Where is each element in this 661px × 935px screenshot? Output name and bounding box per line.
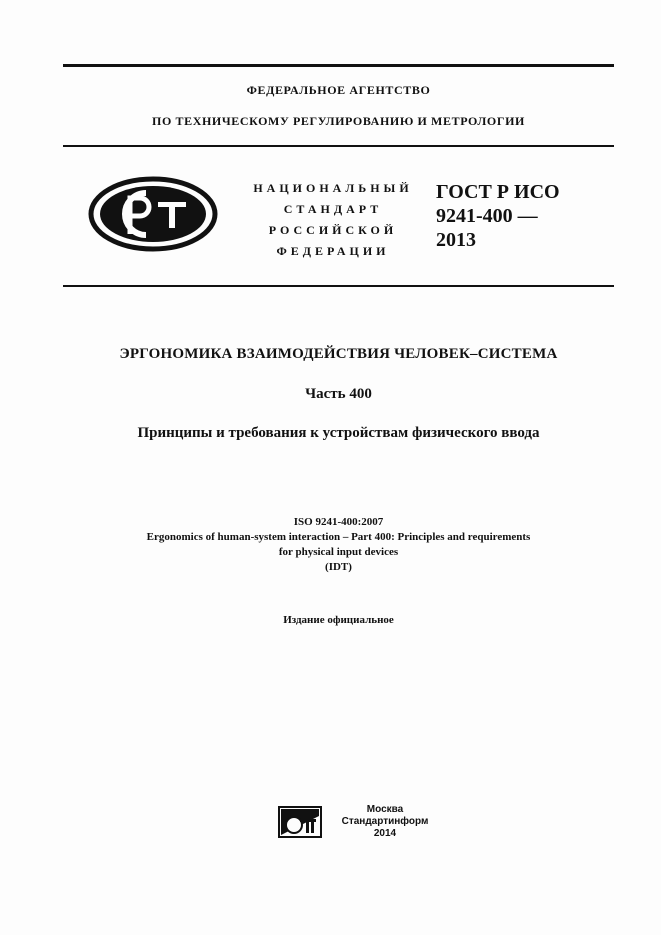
iso-title-line-1: Ergonomics of human-system interaction – Part 400: Principles and requirements <box>146 531 531 543</box>
top-rule <box>63 64 614 67</box>
iso-degree: (IDT) <box>325 561 352 573</box>
national-standard-label <box>238 178 428 262</box>
publisher-block <box>330 804 440 840</box>
publisher-year: 2014 <box>373 828 397 839</box>
agency-line-1: ФЕДЕРАЛЬНОЕ АГЕНТСТВО <box>246 83 431 97</box>
national-standard-line: НАЦИОНАЛЬНЫЙ <box>253 181 413 195</box>
document-subtitle: Принципы и требования к устройствам физического ввода <box>137 425 540 441</box>
header-rule <box>63 145 614 147</box>
edition-label: Издание официальное <box>283 614 394 626</box>
iso-title-line-2: for physical input devices <box>278 546 399 558</box>
national-standard-line: СТАНДАРТ <box>283 202 383 216</box>
designation-line-1: ГОСТ Р ИСО <box>436 181 560 203</box>
standartinform-logo-icon <box>278 806 322 838</box>
national-standard-line: РОССИЙСКОЙ <box>268 223 398 237</box>
agency-line-2: ПО ТЕХНИЧЕСКОМУ РЕГУЛИРОВАНИЮ И МЕТРОЛОГИИ <box>152 114 525 128</box>
publisher-name: Стандартинформ <box>341 816 429 827</box>
title-rule <box>63 285 614 287</box>
designation-line-3: 2013 <box>436 229 476 251</box>
iso-reference <box>63 515 614 575</box>
document-part: Часть 400 <box>305 386 372 402</box>
rst-mark-logo-icon <box>88 176 218 252</box>
document-title: ЭРГОНОМИКА ВЗАИМОДЕЙСТВИЯ ЧЕЛОВЕК–СИСТЕМА <box>119 346 558 362</box>
iso-number: ISO 9241-400:2007 <box>293 516 384 528</box>
national-standard-line: ФЕДЕРАЦИИ <box>276 244 390 258</box>
designation-line-2: 9241-400 — <box>436 205 538 227</box>
standard-designation <box>436 180 560 252</box>
publisher-city: Москва <box>366 804 404 815</box>
